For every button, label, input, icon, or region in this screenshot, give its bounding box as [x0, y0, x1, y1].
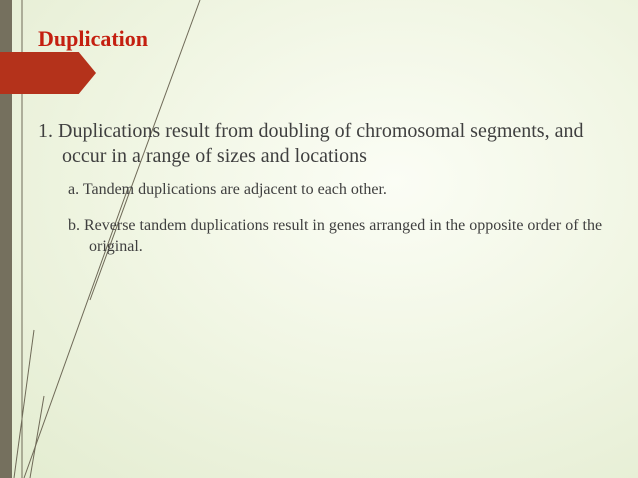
slide-body — [38, 119, 623, 257]
title-accent-arrow — [0, 52, 96, 94]
sub-point-a: a. Tandem duplications are adjacent to each other. — [68, 181, 387, 198]
sub-point-b: b. Reverse tandem duplications result in genes arranged in the opposite order of the original. — [68, 217, 603, 255]
slide-title: Duplication — [38, 26, 149, 51]
bullet-point-1: 1. Duplications result from doubling of chromosomal segments, and occur in a range of sizes and locations — [38, 120, 584, 167]
